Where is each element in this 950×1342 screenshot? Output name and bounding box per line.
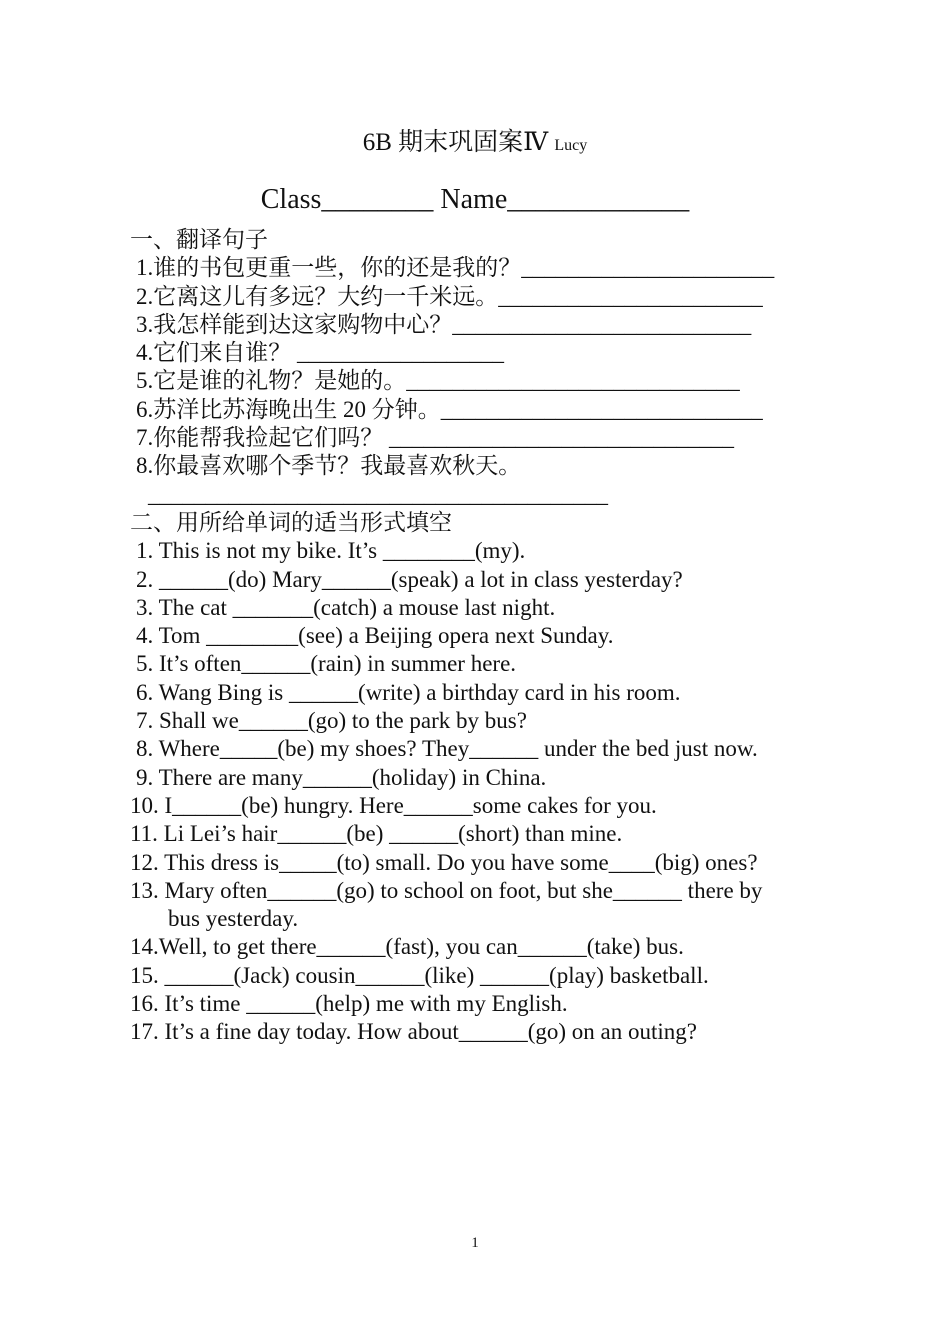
worksheet-content: [130, 226, 840, 1047]
fill-blank-item: 15. ______(Jack) cousin______(like) ______(play) basketball.: [130, 962, 709, 988]
fill-blank-item: 11. Li Lei’s hair______(be) ______(short) than mine.: [130, 821, 623, 847]
section2-heading: 二、用所给单词的适当形式填空: [130, 509, 452, 535]
section1-heading: 一、翻译句子: [130, 227, 268, 252]
fill-blank-item: 8. Where_____(be) my shoes? They______ under the bed just now.: [136, 736, 758, 762]
fill-blank-item: 7. Shall we______(go) to the park by bus?: [136, 708, 527, 734]
fill-blank-item: 4. Tom ________(see) a Beijing opera next Sunday.: [136, 623, 614, 649]
translation-item: 8.你最喜欢哪个季节？我最喜欢秋天。: [136, 453, 522, 479]
translation-item: 5.它是谁的礼物？是她的。_____________________________: [136, 368, 740, 394]
fill-blank-item-continuation: bus yesterday.: [168, 906, 299, 932]
translation-item: 7.你能帮我捡起它们吗？ ______________________________: [136, 425, 734, 451]
fill-blank-item: 9. There are many______(holiday) in China.: [136, 764, 547, 790]
fill-blank-item: 10. I______(be) hungry. Here______some cakes for you.: [130, 792, 657, 818]
fill-blank-item: 3. The cat _______(catch) a mouse last night.: [136, 594, 556, 620]
title-text: 6B 期末巩固案Ⅳ: [362, 129, 549, 156]
class-name-line: Class________ Name_____________: [260, 184, 690, 215]
fill-blank-item: 13. Mary often______(go) to school on foot, but she______ there by: [130, 877, 763, 903]
fill-blank-item: 16. It’s time ______(help) me with my English.: [130, 991, 568, 1017]
translation-item: 2.它离这儿有多远？大约一千米远。_______________________: [136, 283, 763, 309]
fill-blank-item: 14.Well, to get there______(fast), you can______(take) bus.: [130, 934, 684, 960]
fill-blank-item: 5. It’s often______(rain) in summer here.: [136, 651, 517, 677]
translation-item: 1.谁的书包更重一些，你的还是我的？______________________: [136, 255, 775, 281]
fill-blank-item: 12. This dress is_____(to) small. Do you have some____(big) ones?: [130, 849, 758, 875]
page-number: 1: [471, 1235, 479, 1251]
translation-item: 3.我怎样能到达这家购物中心？__________________________: [136, 311, 752, 337]
fill-blank-item: 17. It’s a fine day today. How about______(go) on an outing?: [130, 1019, 698, 1045]
translation-item: 6.苏洋比苏海晚出生 20 分钟。____________________________: [136, 396, 763, 422]
author-name: Lucy: [554, 137, 588, 154]
fill-blank-item: 6. Wang Bing is ______(write) a birthday card in his room.: [136, 679, 681, 705]
fill-blank-item: 2. ______(do) Mary______(speak) a lot in class yesterday?: [136, 566, 683, 592]
fill-blank-item: 1. This is not my bike. It’s ________(my).: [136, 538, 526, 564]
translation-item: 4.它们来自谁？ __________________: [136, 340, 504, 366]
answer-blank-line: ________________________________________: [148, 481, 608, 507]
worksheet-title: [0, 127, 950, 162]
